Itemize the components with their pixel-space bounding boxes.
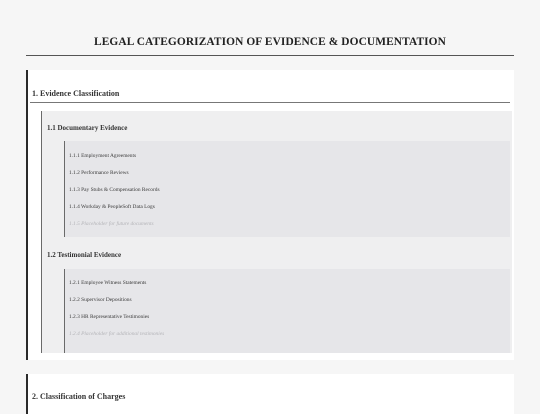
section-classification-of-charges [26,374,514,414]
subsection-panel [41,111,512,353]
section-heading: 1. Evidence Classification [32,89,120,98]
section-heading: 2. Classification of Charges [32,392,126,401]
subsection-heading-testimonial: 1.2 Testimonial Evidence [47,251,122,259]
section-evidence-classification [26,70,514,360]
list-item: 1.1.4 Workday & PeopleSoft Data Logs [69,204,155,210]
list-item: 1.2.2 Supervisor Depositions [69,297,132,303]
subsection-heading-documentary: 1.1 Documentary Evidence [47,124,128,132]
list-item: 1.2.3 HR Representative Testimonies [69,314,150,320]
item-list-testimonial [64,269,510,353]
list-item-placeholder: 1.2.4 Placeholder for additional testimonies [69,331,165,337]
list-item: 1.2.1 Employee Witness Statements [69,280,147,286]
list-item-placeholder: 1.1.5 Placeholder for future documents [69,221,154,227]
title-divider [26,55,514,56]
list-item: 1.1.1 Employment Agreements [69,153,137,159]
list-item: 1.1.3 Pay Stubs & Compensation Records [69,187,160,193]
list-item: 1.1.2 Performance Reviews [69,170,129,176]
document-title: LEGAL CATEGORIZATION OF EVIDENCE & DOCUMENTATION [94,36,446,48]
item-list-documentary [64,141,510,237]
section-divider [30,102,510,103]
